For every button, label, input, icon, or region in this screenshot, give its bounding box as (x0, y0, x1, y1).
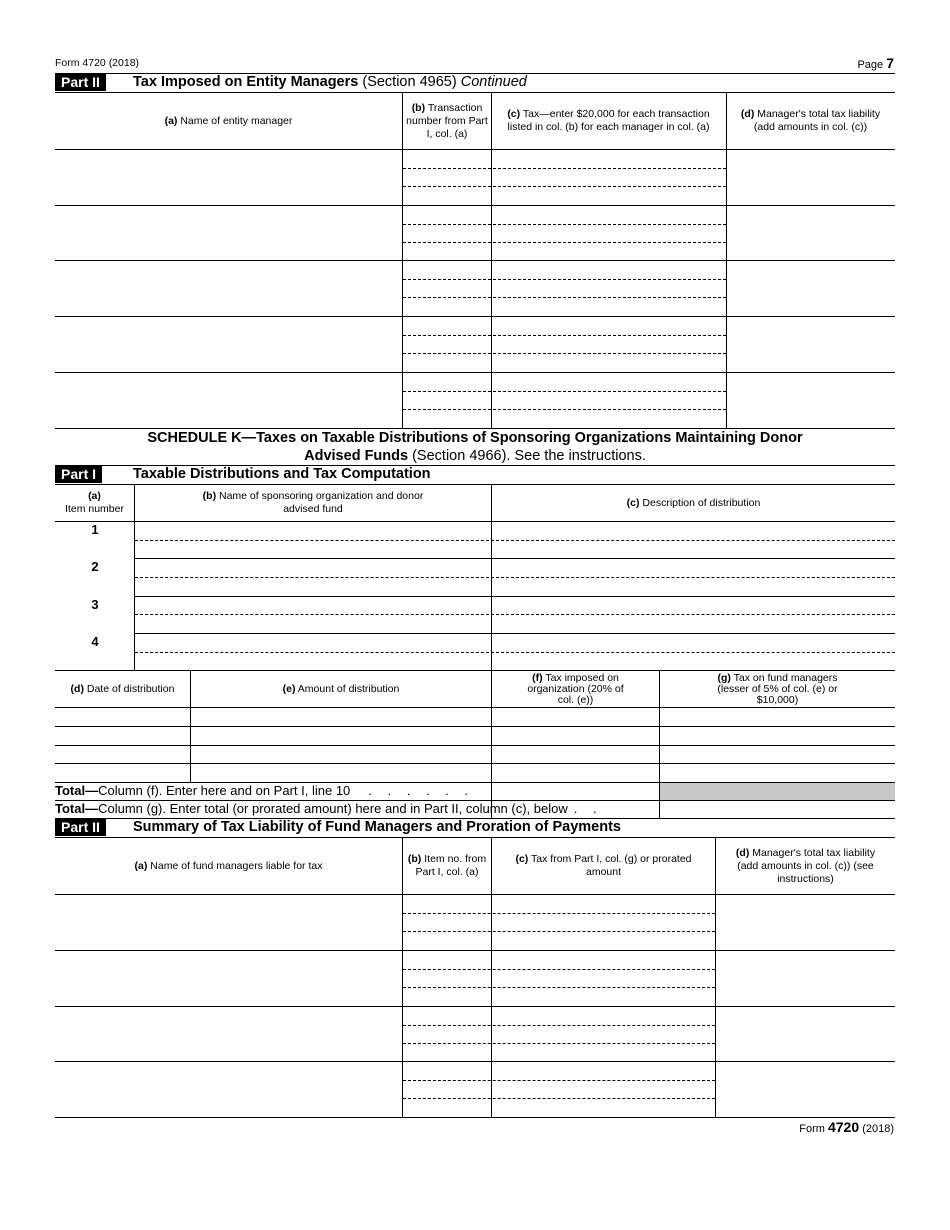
part2b-col-b-header: (b) Item no. from Part I, col. (a) (407, 853, 487, 878)
page-number (857, 55, 894, 71)
part2b-row[interactable] (55, 951, 895, 1005)
part2a-badge: Part II (55, 74, 106, 91)
part1-col-e-header: (e) Amount of distribution (282, 682, 400, 695)
part1-distribution-row[interactable] (55, 708, 895, 726)
part1-col-c-header: (c) Description of distribution (626, 496, 761, 509)
part2a-row[interactable] (55, 206, 895, 260)
page-word: Page (857, 59, 884, 71)
part2a-title-bold: Tax Imposed on Entity Managers (133, 74, 359, 90)
part2b-row[interactable] (55, 895, 895, 950)
part2b-badge: Part II (55, 819, 106, 836)
part2a-col-b-header: (b) Transaction number from Part I, col. (a) (406, 101, 488, 140)
shaded-cell (660, 783, 895, 800)
schedule-k-title (55, 429, 895, 465)
part1-title: Taxable Distributions and Tax Computation (133, 466, 431, 482)
part1-distribution-row[interactable] (55, 727, 895, 745)
part1-col-a-header: (a) Item number (65, 490, 124, 515)
part2a-row[interactable] (55, 261, 895, 316)
total-column-g-label: Total—Column (g). Enter total (or prorated amount) here and in Part II, column (c), below . . (55, 801, 603, 816)
part1-distribution-row[interactable] (55, 764, 895, 781)
total-column-g-input[interactable] (660, 801, 895, 818)
part2a-row[interactable] (55, 373, 895, 427)
part2b-col-d-header: (d) Manager's total tax liability (add amounts in col. (c)) (see instructions) (735, 846, 876, 885)
part2a-col-c-header: (c) Tax—enter $20,000 for each transaction listed in col. (b) for each manager in col. (a) (507, 108, 710, 133)
part1-col-g-header: (g) Tax on fund managers (lesser of 5% of col. (e) or $10,000) (717, 671, 838, 706)
schedule-k-title-line1: SCHEDULE K—Taxes on Taxable Distributions of Sponsoring Organizations Maintaining Donor (147, 430, 803, 446)
item-number-4: 4 (91, 634, 99, 649)
part2a-col-a-header: (a) Name of entity manager (164, 114, 293, 127)
part2b-col-a-header: (a) Name of fund managers liable for tax (134, 859, 323, 872)
schedule-k-title-line2: Advised Funds (Section 4966). See the instructions. (304, 448, 646, 464)
part1-distribution-row[interactable] (55, 746, 895, 763)
page-number-value: 7 (886, 55, 894, 71)
part2b-row[interactable] (55, 1007, 895, 1061)
item-number-2: 2 (91, 559, 99, 574)
footer-form-label: Form 4720 (2018) (799, 1119, 894, 1135)
part2a-row[interactable] (55, 317, 895, 371)
total-column-f-input[interactable] (492, 783, 659, 800)
part2b-col-c-header: (c) Tax from Part I, col. (g) or prorated amount (515, 853, 692, 878)
part2a-title-italic: Continued (460, 74, 527, 90)
part1-badge: Part I (55, 466, 102, 483)
total-column-f-label: Total—Column (f). Enter here and on Part I, line 10 . . . . . . (55, 783, 475, 798)
part2a-title-normal: (Section 4965) (358, 74, 461, 90)
part2b-row[interactable] (55, 1062, 895, 1116)
part2a-col-d-header: (d) Manager's total tax liability (add amounts in col. (c)) (740, 108, 881, 133)
part1-col-d-header: (d) Date of distribution (70, 682, 175, 695)
part2a-title (133, 74, 527, 90)
part2b-title: Summary of Tax Liability of Fund Managers and Proration of Payments (133, 819, 621, 835)
part2a-row[interactable] (55, 150, 895, 205)
item-number-1: 1 (91, 522, 99, 537)
part1-col-f-header: (f) Tax imposed on organization (20% of col. (e)) (527, 671, 624, 706)
form-label: Form 4720 (2018) (55, 57, 140, 69)
part1-col-b-header: (b) Name of sponsoring organization and donor advised fund (202, 490, 424, 515)
part1-item-row[interactable] (135, 597, 895, 633)
item-number-3: 3 (91, 597, 99, 612)
